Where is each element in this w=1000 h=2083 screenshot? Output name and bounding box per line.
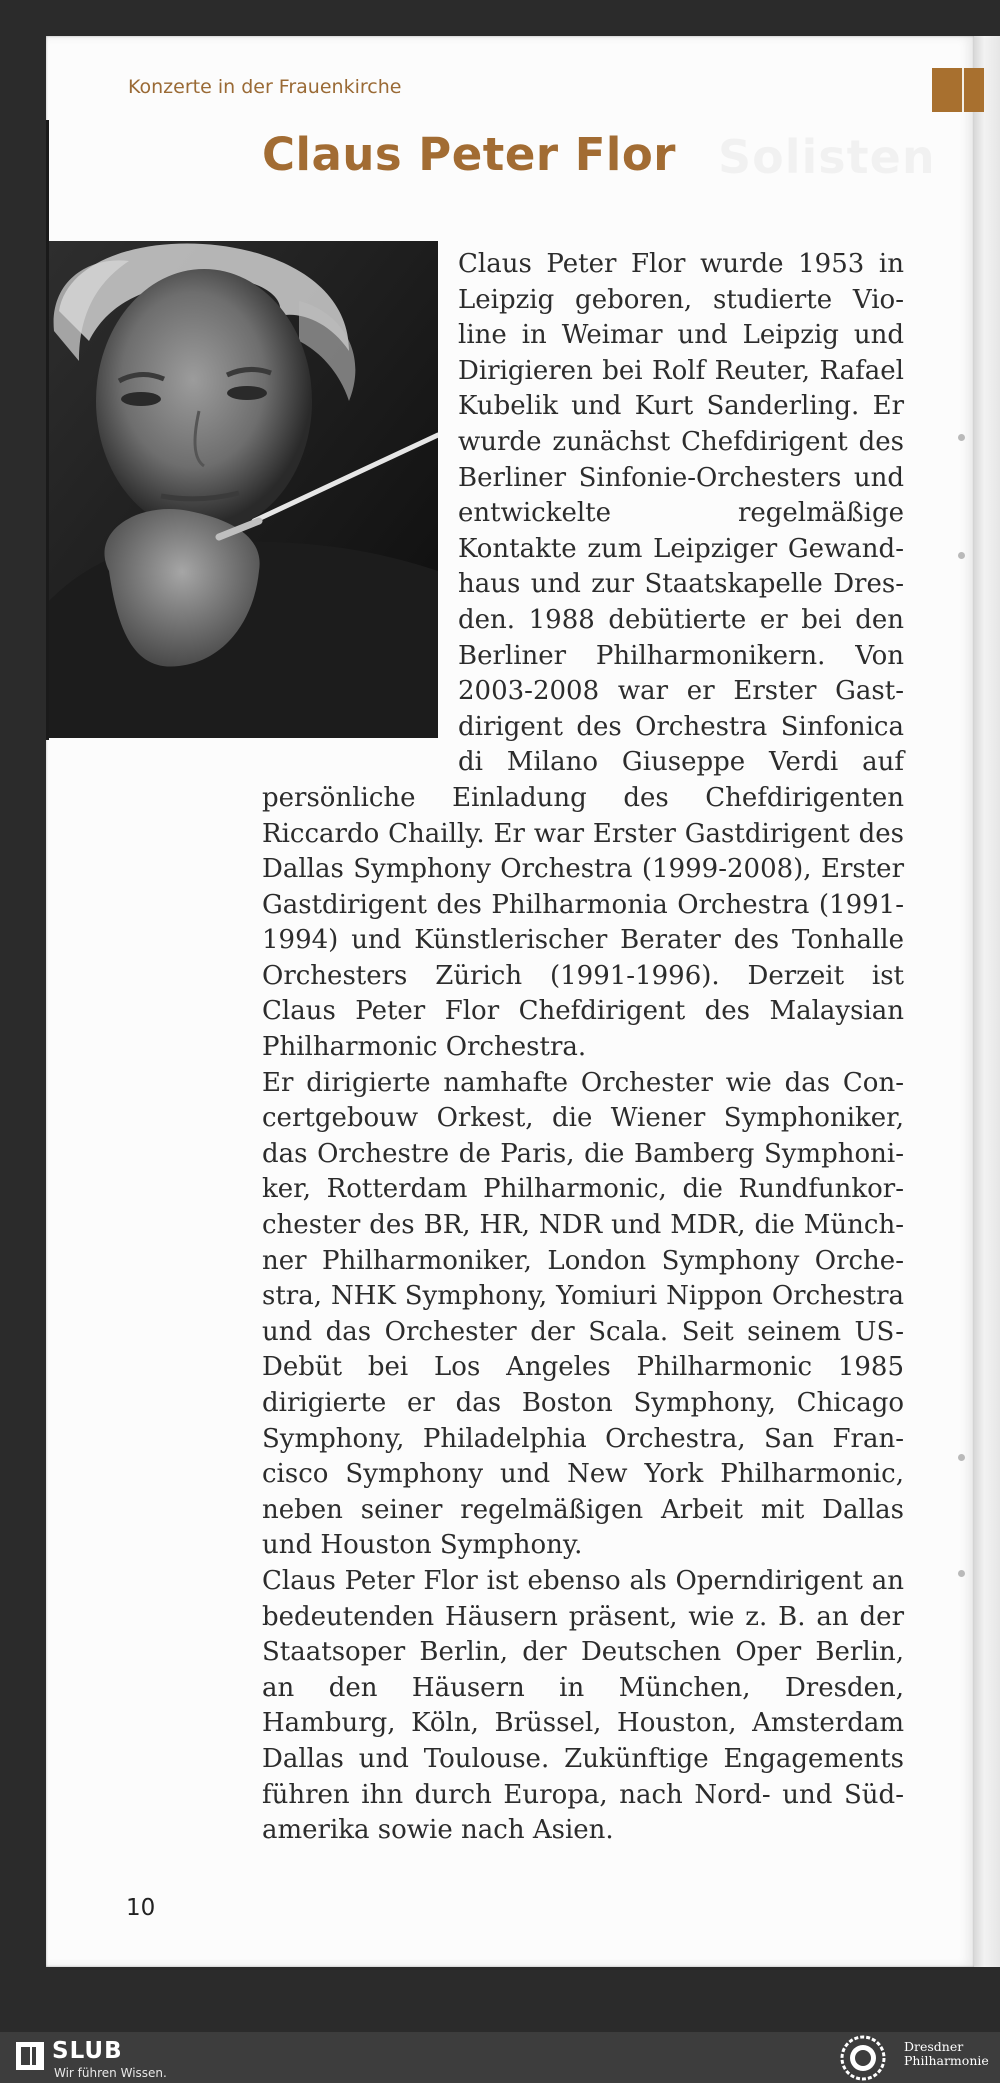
page-number: 10 (126, 1895, 156, 1921)
page-title: Claus Peter Flor (262, 128, 676, 181)
photo-wrap-spacer (262, 247, 458, 759)
next-page-edge (974, 36, 1000, 1967)
partner-name-line-1: Dresdner (904, 2039, 964, 2054)
biography-paragraph-1: Claus Peter Flor wurde 1953 in Leipzig geboren, studierte Violine in Weimar und Leipzig und Dirigieren bei Rolf Reuter, Rafael Kubelik und Kurt Sanderling. Er wurde zunächst Chefdirigent des Berliner Sinfonie-Orchesters und entwickelte regelmäßige Kontakte zum Leipziger Gewandhaus und zur Staatskapelle Dresden. 1988 debütierte er bei den Berliner Philharmonikern. Von 2003-2008 war er Erster Gastdirigent des Orchestra Sinfonica di Milano Giuseppe Verdi auf persönliche Einladung des Chefdirigenten Riccardo Chailly. Er war Erster Gastdirigent des Dallas Symphony Orchestra (1999-2008), Erster Gastdirigent des Philharmonia Orchestra (1991-1994) und Künstlerischer Berater des Tonhalle Orchesters Zürich (1991-1996). Derzeit ist Claus Peter Flor Chefdirigent des Malaysian Philharmonic Orchestra. (262, 249, 904, 1063)
footer-bar (0, 2032, 1000, 2083)
binding-hole (958, 1454, 965, 1461)
partner-name-line-2: Philharmonie (904, 2053, 989, 2068)
partner-name (904, 2040, 1000, 2068)
slub-book-icon (16, 2042, 44, 2070)
section-tab-marker (932, 68, 984, 112)
section-kicker: Konzerte in der Frauenkirche (128, 76, 402, 98)
binding-hole (958, 552, 965, 559)
show-through-title (718, 130, 936, 184)
philharmonie-seal-icon (840, 2035, 886, 2081)
binding-hole (958, 1570, 965, 1577)
library-tagline: Wir führen Wissen. (54, 2066, 167, 2080)
binding-hole (958, 434, 965, 441)
biography-text (262, 247, 904, 1849)
biography-paragraph-2: Er dirigierte namhafte Orchester wie das Concertgebouw Orkest, die Wiener Symphoniker, das Orchestre de Paris, die Bamberg Symphoniker, Rotterdam Philharmonic, die Rundfunkorchester des BR, HR, NDR und MDR, die Münchner Philharmoniker, London Symphony Orchestra, NHK Symphony, Yomiuri Nippon Orchestra und das Orchester der Scala. Seit seinem US-Debüt bei Los Angeles Philharmonic 1985 dirigierte er das Boston Symphony, Chicago Symphony, Philadelphia Orchestra, San Francisco Symphony und New York Philharmonic, neben seiner regelmäßigen Arbeit mit Dallas und Houston Symphony. (262, 1067, 904, 1561)
biography-paragraph-3: Claus Peter Flor ist ebenso als Operndirigent an bedeutenden Häusern präsent, wie z. B. an der Staatsoper Berlin, der Deutschen Oper Berlin, an den Häusern in München, Dresden, Hamburg, Köln, Brüssel, Houston, Amsterdam Dallas und Toulouse. Zukünftige Engagements führen ihn durch Europa, nach Nord- und Südamerika sowie nach Asien. (262, 1565, 904, 1846)
library-name: SLUB (52, 2038, 123, 2064)
